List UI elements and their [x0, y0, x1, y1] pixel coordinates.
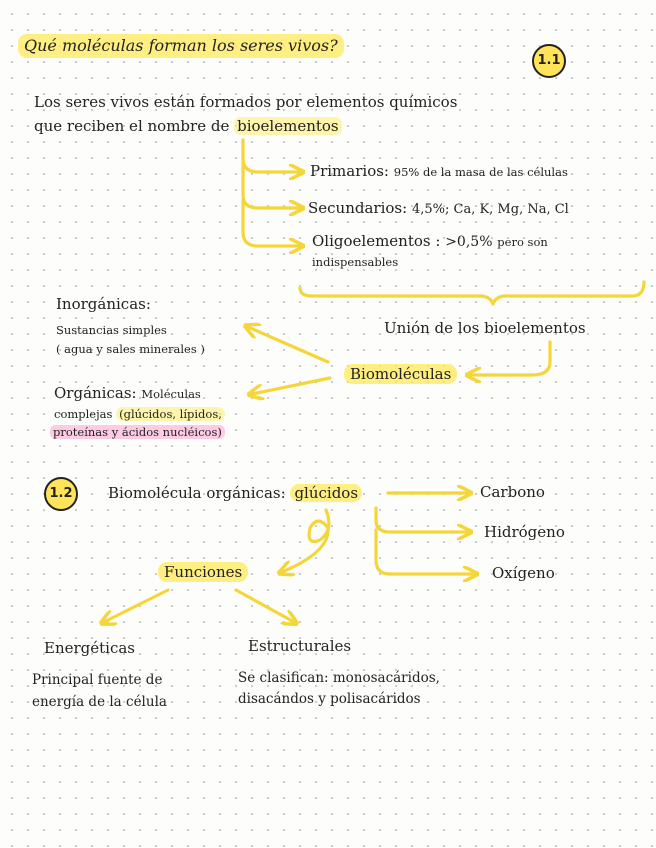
arrow-union-to-biomoleculas	[470, 342, 550, 375]
arrow-to-energeticas	[104, 590, 168, 622]
inorganicas-line-1: Sustancias simples	[56, 323, 167, 337]
organicas-label: Orgánicas:	[54, 384, 137, 402]
energeticas-line-1: Principal fuente de	[32, 672, 163, 688]
organicas-line-2	[54, 404, 225, 424]
organicas-highlight-1: (glúcidos, lípidos,	[116, 407, 225, 421]
estructurales-line-2: disacándos y polisacáridos	[238, 691, 421, 707]
primarios-label: Primarios:	[310, 162, 389, 180]
oligoelementos-text: >0,5%	[445, 234, 493, 250]
arrow-to-hidrogeno	[376, 508, 468, 532]
estructurales-label: Estructurales	[248, 637, 352, 655]
intro-prefix: que reciben el nombre de	[34, 117, 230, 135]
organicas-line-1	[54, 383, 201, 404]
arrow-to-secundarios	[243, 160, 300, 208]
inorganicas-label: Inorgánicas:	[56, 295, 151, 313]
section-badge-1: 1.1	[532, 44, 566, 78]
bioelementos-highlight: bioelementos	[234, 117, 342, 135]
oligoelementos-text-2: pero son	[497, 235, 548, 249]
glucidos-heading-prefix: Biomolécula orgánicas:	[108, 484, 286, 502]
biomoleculas-node: Biomoléculas	[344, 364, 457, 384]
oligoelementos-text-3: indispensables	[312, 255, 399, 269]
hidrogeno: Hidrógeno	[484, 523, 565, 541]
energeticas-line-2: energía de la célula	[32, 694, 167, 710]
organicas-prefix: complejas	[54, 407, 113, 421]
intro-line-2	[34, 116, 342, 136]
carbono: Carbono	[480, 483, 545, 501]
arrow-to-organicas	[252, 378, 330, 394]
glucidos-highlight: glúcidos	[290, 484, 362, 502]
organicas-line-3	[50, 422, 225, 442]
funciones-node: Funciones	[158, 562, 248, 582]
primarios-text: 95% de la masa de las células	[393, 165, 568, 179]
oligoelementos-item	[312, 231, 548, 252]
arrow-to-inorganicas	[248, 327, 328, 362]
union-bioelementos: Unión de los bioelementos	[384, 319, 586, 337]
section-badge-2: 1.2	[44, 477, 78, 511]
primarios-item	[310, 161, 568, 182]
arrow-to-funciones	[282, 510, 329, 572]
secundarios-item	[308, 198, 569, 220]
glucidos-heading	[108, 483, 362, 503]
secundarios-label: Secundarios:	[308, 199, 408, 217]
oxigeno: Oxígeno	[492, 564, 555, 582]
secundarios-text: 4,5%; Ca, K, Mg, Na, Cl	[411, 202, 569, 217]
organicas-highlight-2: proteínas y ácidos nucléicos)	[50, 425, 225, 439]
inorganicas-line-2: ( agua y sales minerales )	[56, 342, 205, 356]
intro-line-1: Los seres vivos están formados por elementos químicos	[34, 93, 458, 111]
arrow-to-oxigeno	[376, 530, 474, 574]
organicas-text-1: Moléculas	[141, 387, 201, 401]
page-title: Qué moléculas forman los seres vivos?	[18, 34, 344, 58]
estructurales-line-1: Se clasifican: monosacáridos,	[238, 670, 440, 686]
arrow-to-estructurales	[236, 590, 294, 622]
arrow-to-primarios	[243, 140, 300, 172]
energeticas-label: Energéticas	[44, 639, 136, 657]
brace	[300, 282, 644, 304]
oligoelementos-label: Oligoelementos :	[312, 232, 441, 250]
